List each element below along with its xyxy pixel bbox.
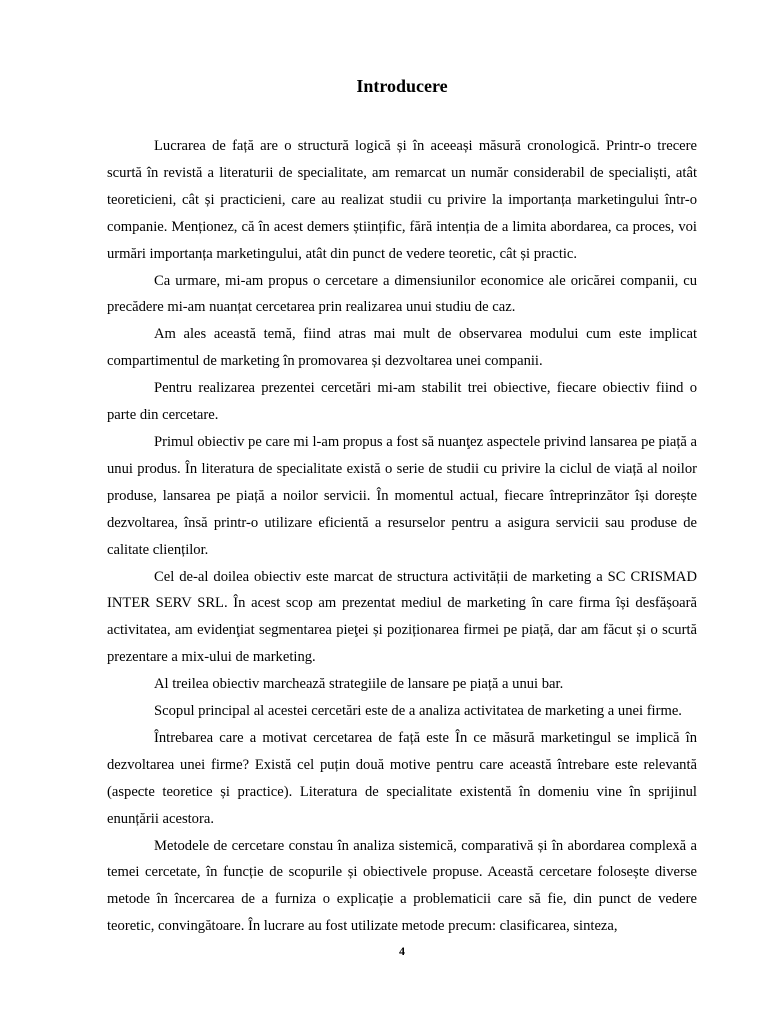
document-page: [107, 0, 697, 1024]
paragraph-3: Am ales această temă, fiind atras mai mult de observarea modului cum este implicat compartimentul de marketing în promovarea și dezvoltarea unei companii.: [107, 326, 697, 370]
paragraph-7: Al treilea obiectiv marchează strategiile de lansare pe piață a unui bar.: [154, 676, 564, 693]
paragraph-9: Întrebarea care a motivat cercetarea de față este În ce măsură marketingul se implică în dezvoltarea unei firme? Există cel puțin două motive pentru care această întrebare este relevantă (aspecte teoretice și practice). Literatura de specialitate existentă în domeniu vine în sprijinul enunțării acestora.: [107, 729, 697, 827]
paragraph-8: Scopul principal al acestei cercetări este de a analiza activitatea de marketing a unei firme.: [154, 703, 682, 720]
paragraph-1: Lucrarea de față are o structură logică și în aceeași măsură cronologică. Printr-o trecere scurtă în revistă a literaturii de specialitate, am remarcat un număr considerabil de specialiști, atât teoreticieni, cât și practicieni, care au realizat studii cu privire la importanța marketingului într-o companie. Menționez, că în acest demers științific, fără intenția de a limita abordarea, ca proces, voi urmări importanța marketingului, atât din punct de vedere teoretic, cât și practic.: [107, 138, 697, 262]
paragraph-10: Metodele de cercetare constau în analiza sistemică, comparativă și în abordarea complexă a temei cercetate, în funcție de scopurile și obiectivele propuse. Această cercetare folosește diverse metode în încercarea de a furniza o explicație a problematicii care să fie, din punct de vedere teoretic, convingătoare. În lucrare au fost utilizate metode precum: clasificarea, sinteza,: [107, 837, 697, 935]
paragraph-4: Pentru realizarea prezentei cercetări mi-am stabilit trei obiective, fiecare obiectiv fiind o parte din cercetare.: [107, 380, 697, 424]
page-title: Introducere: [356, 76, 448, 96]
paragraph-2: Ca urmare, mi-am propus o cercetare a dimensiunilor economice ale oricărei companii, cu precădere mi-am nuanțat cercetarea prin realizarea unui studiu de caz.: [107, 272, 697, 316]
paragraph-5: Primul obiectiv pe care mi l-am propus a fost să nuanţez aspectele privind lansarea pe piață a unui produs. În literatura de specialitate există o serie de studii cu privire la ciclul de viață al noilor produse, lansarea pe piață a noilor servicii. În momentul actual, fiecare întreprinzător își dorește dezvoltarea, însă printr-o utilizare eficientă a resurselor pentru a asigura servicii sau produse de calitate clienților.: [107, 433, 698, 558]
paragraph-6: Cel de-al doilea obiectiv este marcat de structura activității de marketing a SC CRISMAD INTER SERV SRL. În acest scop am prezentat mediul de marketing în care firma își desfășoară activitatea, am evidenţiat segmentarea pieţei și poziționarea firmei pe piață, dar am făcut și o scurtă prezentare a mix-ului de marketing.: [107, 568, 697, 666]
body-text: [107, 133, 697, 940]
page-number: 4: [399, 944, 405, 958]
